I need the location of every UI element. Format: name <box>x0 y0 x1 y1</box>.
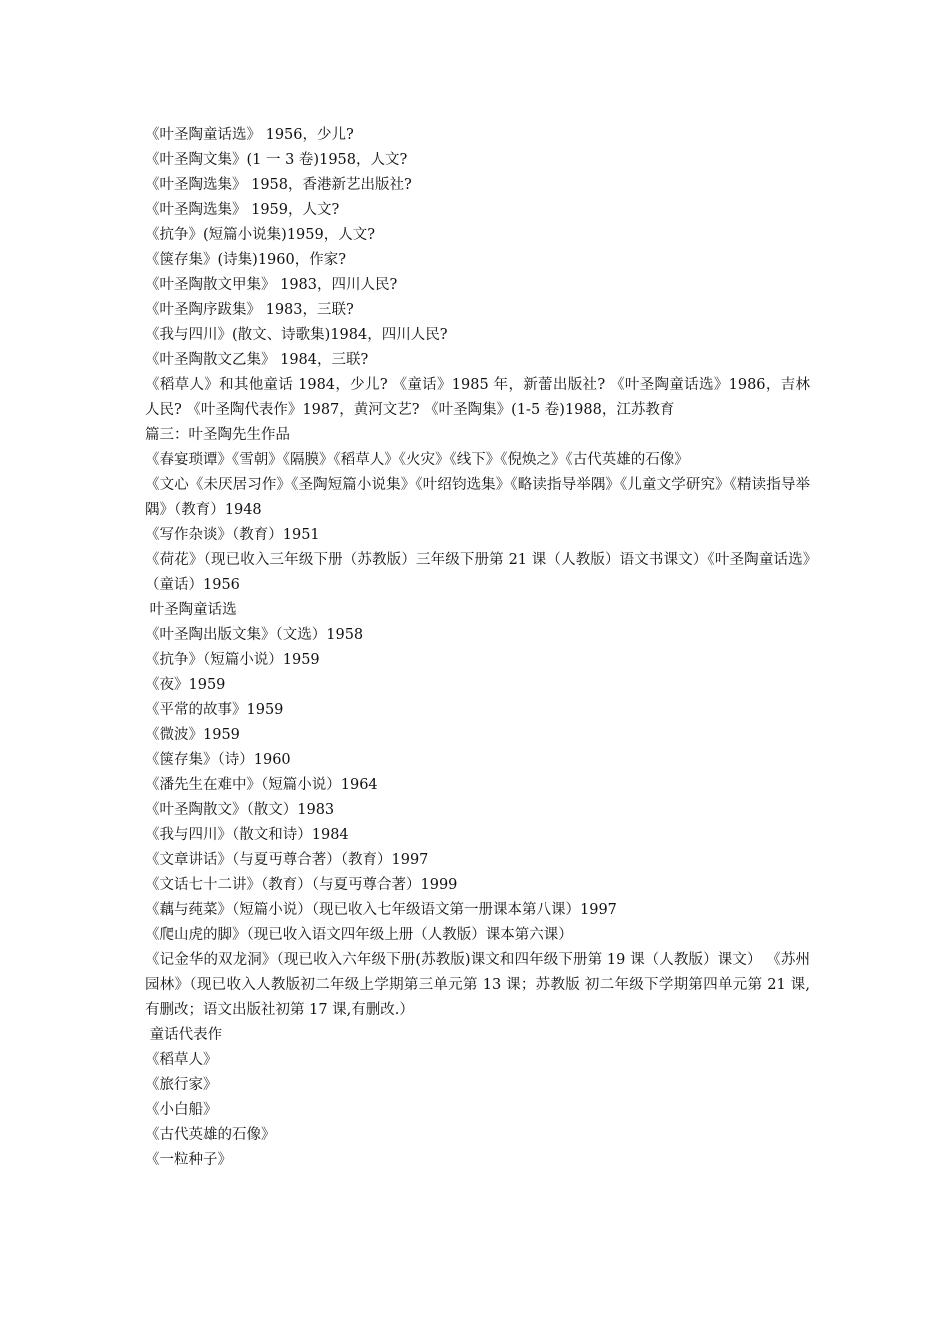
text-line: 童话代表作 <box>145 1027 223 1043</box>
text-line: 《叶圣陶童话选》 1956，少儿? <box>145 127 354 143</box>
text-line: 《藕与莼菜》（短篇小说）（现已收入七年级语文第一册课本第八课）1997 <box>145 902 617 918</box>
text-line: 《抗争》(短篇小说集)1959，人文? <box>145 227 375 243</box>
text-line: 《一粒种子》 <box>145 1152 232 1168</box>
text-line: 《古代英雄的石像》 <box>145 1127 276 1143</box>
text-line: 《箧存集》(诗集)1960，作家? <box>145 252 346 268</box>
text-line: 叶圣陶童话选 <box>145 602 237 618</box>
text-line: 《叶圣陶出版文集》（文选）1958 <box>145 627 364 643</box>
text-paragraph: 《稻草人》和其他童话 1984，少儿? 《童话》1985 年，新蕾出版社? 《叶圣陶童话选》1986，吉林人民? 《叶圣陶代表作》1987，黄河文艺? 《叶圣陶集》(1-5 卷)1988，江苏教育 <box>145 377 810 418</box>
text-line: 《文章讲话》（与夏丏尊合著）（教育）1997 <box>145 852 429 868</box>
text-line: 《叶圣陶选集》 1958，香港新艺出版社? <box>145 177 412 193</box>
text-line: 《我与四川》（散文和诗）1984 <box>145 827 349 843</box>
text-line: 《叶圣陶文集》(1 一 3 卷)1958，人文? <box>145 152 408 168</box>
text-line: 《叶圣陶散文甲集》 1983，四川人民? <box>145 277 398 293</box>
text-line: 《旅行家》 <box>145 1077 218 1093</box>
text-paragraph: 《文心《未厌居习作》《圣陶短篇小说集》《叶绍钧选集》《略读指导举隅》《儿童文学研究》《精读指导举隅》（教育）1948 <box>145 477 810 518</box>
text-paragraph: 《荷花》（现已收入三年级下册（苏教版）三年级下册第 21 课（人教版）语文书课文）《叶圣陶童话选》（童话）1956 <box>145 552 810 593</box>
text-line: 《叶圣陶散文》（散文）1983 <box>145 802 335 818</box>
text-line: 《箧存集》（诗）1960 <box>145 752 291 768</box>
text-paragraph: 《春宴琐谭》《雪朝》《隔膜》《稻草人》《火灾》《线下》《倪焕之》《古代英雄的石像》 <box>145 452 689 468</box>
text-line: 《抗争》（短篇小说）1959 <box>145 652 320 668</box>
text-line: 《微波》1959 <box>145 727 240 743</box>
text-line: 《写作杂谈》（教育）1951 <box>145 527 320 543</box>
text-paragraph: 《记金华的双龙洞》（现已收入六年级下册(苏教版)课文和四年级下册第 19 课（人教版）课文） 《苏州园林》（现已收入人教版初二年级上学期第三单元第 13 课；苏教版 初二年级下学期第四单元第 21 课,有删改；语文出版社初第 17 课,有删改.） <box>145 952 810 1018</box>
section-heading: 篇三：叶圣陶先生作品 <box>145 427 290 443</box>
document-body <box>145 123 810 1173</box>
text-line: 《稻草人》 <box>145 1052 218 1068</box>
text-line: 《叶圣陶序跋集》 1983，三联? <box>145 302 354 318</box>
text-line: 《叶圣陶散文乙集》 1984，三联? <box>145 352 369 368</box>
text-line: 《叶圣陶选集》 1959，人文? <box>145 202 340 218</box>
text-line: 《平常的故事》1959 <box>145 702 284 718</box>
text-line: 《文话七十二讲》（教育）（与夏丏尊合著）1999 <box>145 877 458 893</box>
text-line: 《潘先生在难中》（短篇小说）1964 <box>145 777 378 793</box>
text-line: 《夜》1959 <box>145 677 226 693</box>
text-line: 《我与四川》(散文、诗歌集)1984，四川人民? <box>145 327 448 343</box>
text-line: 《爬山虎的脚》（现已收入语文四年级上册（人教版）课本第六课） <box>145 927 573 943</box>
text-line: 《小白船》 <box>145 1102 218 1118</box>
